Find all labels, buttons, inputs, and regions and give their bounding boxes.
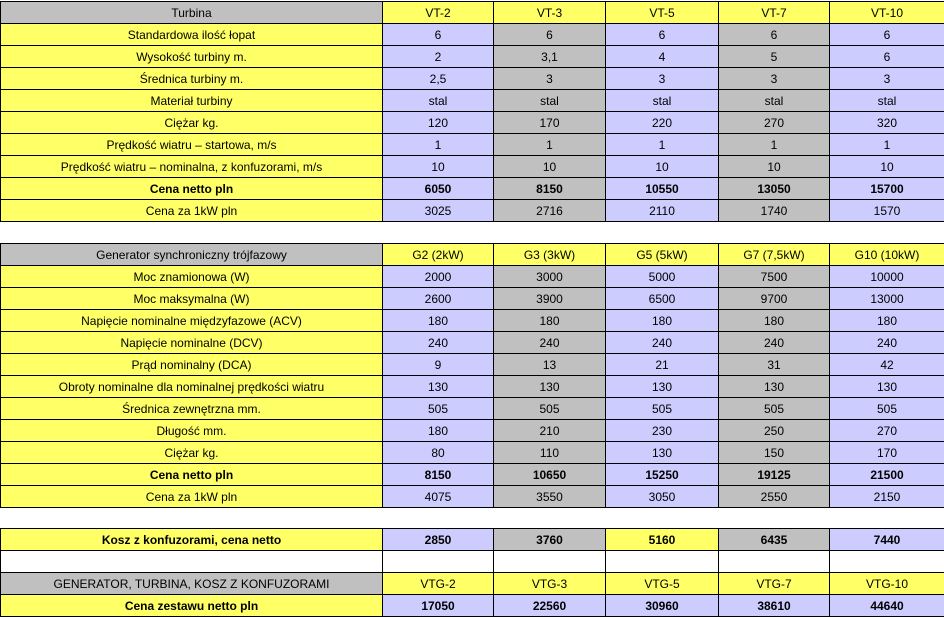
basket-label: Kosz z konfuzorami, cena netto (1, 529, 383, 551)
set-price-value: 17050 (383, 595, 494, 617)
value-cell: 210 (494, 420, 606, 442)
value-cell: 1 (719, 134, 830, 156)
value-cell: 170 (830, 442, 944, 464)
empty-cell (1, 551, 383, 573)
value-cell: 2110 (606, 200, 719, 222)
generator-spec-row (1, 420, 944, 442)
value-cell: 250 (719, 420, 830, 442)
set-header-cell: VTG-10 (830, 573, 944, 595)
value-cell: 130 (383, 376, 494, 398)
value-cell: 180 (494, 310, 606, 332)
turbine-spec-row (1, 46, 944, 68)
row-label: Średnica turbiny m. (1, 68, 383, 90)
value-cell: 6 (719, 24, 830, 46)
value-cell: 10000 (830, 266, 944, 288)
value-cell: 3550 (494, 486, 606, 508)
value-cell: 270 (719, 112, 830, 134)
value-cell: 180 (383, 420, 494, 442)
generator-spec-row (1, 398, 944, 420)
value-cell: 10 (494, 156, 606, 178)
row-label: Prędkość wiatru – startowa, m/s (1, 134, 383, 156)
value-cell: stal (830, 90, 944, 112)
generator-spec-row (1, 376, 944, 398)
value-cell: 9700 (719, 288, 830, 310)
value-cell: 6050 (383, 178, 494, 200)
value-cell: 2600 (383, 288, 494, 310)
value-cell: 505 (719, 398, 830, 420)
value-cell: 180 (606, 310, 719, 332)
value-cell: 3 (830, 68, 944, 90)
model-header-cell: G2 (2kW) (383, 244, 494, 266)
generator-spec-row (1, 486, 944, 508)
generator-spec-row (1, 266, 944, 288)
value-cell: 130 (830, 376, 944, 398)
value-cell: 270 (830, 420, 944, 442)
turbine-spec-row (1, 68, 944, 90)
set-price-value: 44640 (830, 595, 944, 617)
value-cell: 1 (383, 134, 494, 156)
value-cell: 4075 (383, 486, 494, 508)
value-cell: stal (606, 90, 719, 112)
set-header-row (1, 573, 944, 595)
model-header-cell: VT-5 (606, 2, 719, 24)
value-cell: 10 (383, 156, 494, 178)
value-cell: 5000 (606, 266, 719, 288)
set-header-cell: VTG-3 (494, 573, 606, 595)
value-cell: 505 (606, 398, 719, 420)
row-label: Cena za 1kW pln (1, 486, 383, 508)
value-cell: stal (719, 90, 830, 112)
value-cell: 4 (606, 46, 719, 68)
value-cell: 31 (719, 354, 830, 376)
basket-row (1, 529, 944, 551)
generator-spec-row (1, 442, 944, 464)
turbine-spec-row (1, 90, 944, 112)
row-label: Cena netto pln (1, 178, 383, 200)
generator-spec-row (1, 332, 944, 354)
row-label: Moc maksymalna (W) (1, 288, 383, 310)
value-cell: 6 (494, 24, 606, 46)
row-label: Moc znamionowa (W) (1, 266, 383, 288)
value-cell: 505 (494, 398, 606, 420)
row-label: Napięcie nominalne (DCV) (1, 332, 383, 354)
value-cell: 13 (494, 354, 606, 376)
model-header-cell: G3 (3kW) (494, 244, 606, 266)
set-price-table (0, 528, 944, 617)
value-cell: 130 (606, 442, 719, 464)
value-cell: 3 (494, 68, 606, 90)
row-label: Prąd nominalny (DCA) (1, 354, 383, 376)
value-cell: 80 (383, 442, 494, 464)
value-cell: 2000 (383, 266, 494, 288)
value-cell: stal (494, 90, 606, 112)
value-cell: 2,5 (383, 68, 494, 90)
set-header-label: GENERATOR, TURBINA, KOSZ Z KONFUZORAMI (1, 573, 383, 595)
value-cell: stal (383, 90, 494, 112)
value-cell: 130 (494, 376, 606, 398)
set-price-label: Cena zestawu netto pln (1, 595, 383, 617)
value-cell: 220 (606, 112, 719, 134)
value-cell: 240 (383, 332, 494, 354)
generator-table (0, 243, 944, 508)
generator-spec-row (1, 310, 944, 332)
value-cell: 130 (606, 376, 719, 398)
value-cell: 15700 (830, 178, 944, 200)
value-cell: 10 (606, 156, 719, 178)
value-cell: 13050 (719, 178, 830, 200)
value-cell: 3,1 (494, 46, 606, 68)
value-cell: 130 (719, 376, 830, 398)
value-cell: 240 (606, 332, 719, 354)
set-price-value: 30960 (606, 595, 719, 617)
value-cell: 240 (494, 332, 606, 354)
basket-value: 5160 (606, 529, 719, 551)
value-cell: 1740 (719, 200, 830, 222)
row-label: Standardowa ilość łopat (1, 24, 383, 46)
value-cell: 3900 (494, 288, 606, 310)
set-price-row (1, 595, 944, 617)
set-price-value: 22560 (494, 595, 606, 617)
value-cell: 2716 (494, 200, 606, 222)
value-cell: 3 (719, 68, 830, 90)
value-cell: 7500 (719, 266, 830, 288)
value-cell: 180 (830, 310, 944, 332)
row-label: Materiał turbiny (1, 90, 383, 112)
value-cell: 6 (606, 24, 719, 46)
value-cell: 240 (719, 332, 830, 354)
turbine-spec-row (1, 156, 944, 178)
value-cell: 2550 (719, 486, 830, 508)
model-header-cell: G5 (5kW) (606, 244, 719, 266)
value-cell: 320 (830, 112, 944, 134)
value-cell: 505 (830, 398, 944, 420)
row-label: Prędkość wiatru – nominalna, z konfuzorami, m/s (1, 156, 383, 178)
empty-cell (830, 551, 944, 573)
value-cell: 6 (830, 46, 944, 68)
basket-value: 2850 (383, 529, 494, 551)
row-label: Ciężar kg. (1, 112, 383, 134)
value-cell: 10 (719, 156, 830, 178)
row-label: Średnica zewnętrzna mm. (1, 398, 383, 420)
empty-cell (494, 551, 606, 573)
value-cell: 120 (383, 112, 494, 134)
value-cell: 180 (719, 310, 830, 332)
row-label: Wysokość turbiny m. (1, 46, 383, 68)
header-label: Turbina (1, 2, 383, 24)
value-cell: 3 (606, 68, 719, 90)
value-cell: 10650 (494, 464, 606, 486)
set-price-value: 38610 (719, 595, 830, 617)
row-label: Cena netto pln (1, 464, 383, 486)
basket-value: 6435 (719, 529, 830, 551)
turbine-header-row (1, 2, 944, 24)
value-cell: 150 (719, 442, 830, 464)
value-cell: 8150 (494, 178, 606, 200)
turbine-spec-row (1, 200, 944, 222)
value-cell: 42 (830, 354, 944, 376)
row-label: Napięcie nominalne międzyfazowe (ACV) (1, 310, 383, 332)
turbine-spec-row (1, 112, 944, 134)
row-label: Długość mm. (1, 420, 383, 442)
value-cell: 2 (383, 46, 494, 68)
empty-cell (606, 551, 719, 573)
value-cell: 3025 (383, 200, 494, 222)
value-cell: 6 (830, 24, 944, 46)
row-label: Ciężar kg. (1, 442, 383, 464)
empty-cell (383, 551, 494, 573)
value-cell: 3000 (494, 266, 606, 288)
model-header-cell: VT-3 (494, 2, 606, 24)
value-cell: 15250 (606, 464, 719, 486)
value-cell: 6 (383, 24, 494, 46)
empty-row (1, 551, 944, 573)
value-cell: 2150 (830, 486, 944, 508)
value-cell: 10550 (606, 178, 719, 200)
value-cell: 1570 (830, 200, 944, 222)
set-header-cell: VTG-2 (383, 573, 494, 595)
value-cell: 505 (383, 398, 494, 420)
set-header-cell: VTG-7 (719, 573, 830, 595)
value-cell: 21500 (830, 464, 944, 486)
value-cell: 6500 (606, 288, 719, 310)
value-cell: 3050 (606, 486, 719, 508)
turbine-table (0, 1, 944, 222)
value-cell: 19125 (719, 464, 830, 486)
turbine-spec-row (1, 178, 944, 200)
value-cell: 1 (830, 134, 944, 156)
empty-cell (719, 551, 830, 573)
value-cell: 110 (494, 442, 606, 464)
value-cell: 170 (494, 112, 606, 134)
model-header-cell: VT-10 (830, 2, 944, 24)
generator-spec-row (1, 354, 944, 376)
set-header-cell: VTG-5 (606, 573, 719, 595)
model-header-cell: VT-2 (383, 2, 494, 24)
generator-header-row (1, 244, 944, 266)
value-cell: 8150 (383, 464, 494, 486)
turbine-spec-row (1, 24, 944, 46)
value-cell: 21 (606, 354, 719, 376)
value-cell: 13000 (830, 288, 944, 310)
value-cell: 180 (383, 310, 494, 332)
model-header-cell: G10 (10kW) (830, 244, 944, 266)
value-cell: 1 (606, 134, 719, 156)
model-header-cell: VT-7 (719, 2, 830, 24)
row-label: Obroty nominalne dla nominalnej prędkości wiatru (1, 376, 383, 398)
generator-spec-row (1, 464, 944, 486)
model-header-cell: G7 (7,5kW) (719, 244, 830, 266)
value-cell: 230 (606, 420, 719, 442)
basket-value: 3760 (494, 529, 606, 551)
basket-value: 7440 (830, 529, 944, 551)
value-cell: 5 (719, 46, 830, 68)
turbine-spec-row (1, 134, 944, 156)
row-label: Cena za 1kW pln (1, 200, 383, 222)
value-cell: 1 (494, 134, 606, 156)
value-cell: 240 (830, 332, 944, 354)
header-label: Generator synchroniczny trójfazowy (1, 244, 383, 266)
value-cell: 10 (830, 156, 944, 178)
generator-spec-row (1, 288, 944, 310)
value-cell: 9 (383, 354, 494, 376)
